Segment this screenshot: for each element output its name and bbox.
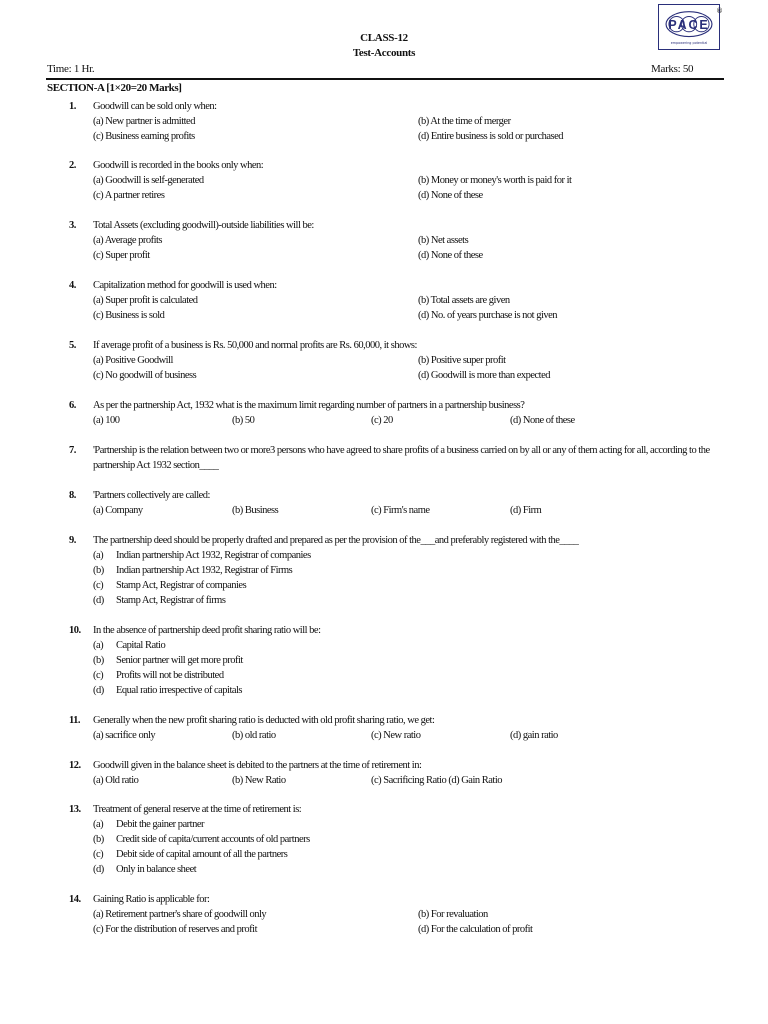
option-c: (c) Business is sold (93, 310, 165, 321)
option-row (0, 188, 768, 203)
registered-mark: ® (716, 7, 723, 15)
option-b-text: Credit side of capita/current accounts of old partners (116, 834, 310, 845)
question-number: 5. (69, 340, 76, 351)
option-d: (d) Firm (510, 505, 542, 516)
question-text: Gaining Ratio is applicable for: (93, 894, 210, 905)
option-row (0, 503, 768, 518)
option-a: (a) Company (93, 505, 143, 516)
option-a: (a) sacrifice only (93, 730, 156, 741)
option-row (0, 922, 768, 937)
option-row (0, 832, 768, 847)
option-c: (c) For the distribution of reserves and profit (93, 924, 257, 935)
question-number: 11. (69, 715, 81, 726)
option-d-label: (d) (93, 595, 104, 606)
option-b-text: Indian partnership Act 1932, Registrar of Firms (116, 565, 293, 576)
option-row (0, 548, 768, 563)
time-label: Time: 1 Hr. (47, 63, 95, 75)
option-d: (d) None of these (418, 250, 483, 261)
question-text: 'Partners collectively are called: (93, 490, 210, 501)
question-text: Goodwill is recorded in the books only when: (93, 160, 264, 171)
question-number: 13. (69, 804, 81, 815)
option-c-label: (c) (93, 849, 104, 860)
question-text: Goodwill can be sold only when: (93, 101, 217, 112)
marks-label: Marks: 50 (651, 63, 694, 75)
option-a: (a) Positive Goodwill (93, 355, 173, 366)
option-row (0, 353, 768, 368)
option-row (0, 248, 768, 263)
option-b: (b) At the time of merger (418, 116, 511, 127)
option-b: (b) Net assets (418, 235, 469, 246)
question-number: 10. (69, 625, 81, 636)
option-row (0, 817, 768, 832)
option-a-label: (a) (93, 640, 104, 651)
question-number: 8. (69, 490, 76, 501)
option-row (0, 862, 768, 877)
option-row (0, 728, 768, 743)
option-d: (d) None of these (418, 190, 483, 201)
option-d: (d) No. of years purchase is not given (418, 310, 558, 321)
question-text: Goodwill given in the balance sheet is debited to the partners at the time of retirement in: (93, 760, 422, 771)
option-b: (b) For revaluation (418, 909, 488, 920)
question-text: Treatment of general reserve at the time of retirement is: (93, 804, 302, 815)
option-d-label: (d) (93, 864, 104, 875)
option-d: (d) gain ratio (510, 730, 558, 741)
class-title: CLASS-12 (360, 32, 408, 44)
option-b: (b) Positive super profit (418, 355, 506, 366)
question-text: In the absence of partnership deed profit sharing ratio will be: (93, 625, 321, 636)
option-a: (a) New partner is admitted (93, 116, 195, 127)
option-c-label: (c) (93, 580, 104, 591)
question-text: Generally when the new profit sharing ratio is deducted with old profit sharing ratio, we get: (93, 715, 435, 726)
option-b: (b) Total assets are given (418, 295, 510, 306)
option-d-text: Equal ratio irrespective of capitals (116, 685, 243, 696)
question-number: 6. (69, 400, 76, 411)
question-number: 14. (69, 894, 81, 905)
question-text: As per the partnership Act, 1932 what is the maximum limit regarding number of partners in a partnership business? (93, 400, 525, 411)
option-c: (c) Super profit (93, 250, 150, 261)
option-row (0, 563, 768, 578)
option-d-text: Stamp Act, Registrar of firms (116, 595, 226, 606)
option-d: (d) For the calculation of profit (418, 924, 533, 935)
option-row (0, 638, 768, 653)
option-row (0, 773, 768, 788)
option-b: (b) New Ratio (232, 775, 286, 786)
option-c: (c) Business earning profits (93, 131, 195, 142)
option-c-text: Debit side of capital amount of all the partners (116, 849, 288, 860)
option-row (0, 683, 768, 698)
option-row (0, 593, 768, 608)
option-row (0, 668, 768, 683)
option-c: (c) New ratio (371, 730, 421, 741)
option-c: (c) 20 (371, 415, 393, 426)
option-a: (a) Old ratio (93, 775, 139, 786)
option-a-text: Debit the gainer partner (116, 819, 204, 830)
option-a: (a) Average profits (93, 235, 163, 246)
option-a-label: (a) (93, 550, 104, 561)
option-row (0, 173, 768, 188)
option-c: (c) No goodwill of business (93, 370, 197, 381)
option-c-label: (c) (93, 670, 104, 681)
option-c-text: Stamp Act, Registrar of companies (116, 580, 247, 591)
option-row (0, 308, 768, 323)
option-b: (b) old ratio (232, 730, 276, 741)
question-text: Total Assets (excluding goodwill)-outside liabilities will be: (93, 220, 314, 231)
question-number: 7. (69, 445, 76, 456)
option-b: (b) Money or money's worth is paid for it (418, 175, 572, 186)
option-b-label: (b) (93, 565, 104, 576)
section-heading: SECTION-A [1×20=20 Marks] (47, 82, 182, 94)
option-row (0, 233, 768, 248)
option-a-label: (a) (93, 819, 104, 830)
option-row (0, 114, 768, 129)
option-d: (d) Entire business is sold or purchased (418, 131, 564, 142)
logo-tagline: empowering potential (670, 41, 708, 46)
option-row (0, 129, 768, 144)
question-text: Capitalization method for goodwill is used when: (93, 280, 277, 291)
question-text: 'Partnership is the relation between two or more3 persons who have agreed to share profits of a business carried on by all or any of them acting for all, according to the partnership Act 1932 section____ (93, 445, 710, 471)
logo-text: PACE (668, 17, 710, 32)
option-b-label: (b) (93, 655, 104, 666)
option-b-text: Senior partner will get more profit (116, 655, 243, 666)
option-d-label: (d) (93, 685, 104, 696)
option-row (0, 847, 768, 862)
option-row (0, 293, 768, 308)
question-text: If average profit of a business is Rs. 50,000 and normal profits are Rs. 60,000, it shows: (93, 340, 417, 351)
header-divider (46, 78, 724, 80)
option-row (0, 413, 768, 428)
option-c: (c) Firm's name (371, 505, 430, 516)
option-d: (d) Goodwill is more than expected (418, 370, 550, 381)
option-d: (d) None of these (510, 415, 575, 426)
option-b: (b) Business (232, 505, 279, 516)
question-number: 1. (69, 101, 76, 112)
option-row (0, 907, 768, 922)
question-number: 3. (69, 220, 76, 231)
option-a-text: Capital Ratio (116, 640, 166, 651)
question-number: 2. (69, 160, 76, 171)
option-d-text: Only in balance sheet (116, 864, 197, 875)
option-a: (a) Retirement partner's share of goodwill only (93, 909, 267, 920)
option-b-label: (b) (93, 834, 104, 845)
question-number: 12. (69, 760, 81, 771)
question-text: The partnership deed should be properly drafted and prepared as per the provision of the___and preferably registered with the____ (93, 535, 579, 546)
option-b: (b) 50 (232, 415, 255, 426)
option-row (0, 578, 768, 593)
option-row (0, 368, 768, 383)
question-number: 9. (69, 535, 76, 546)
option-a-text: Indian partnership Act 1932, Registrar of companies (116, 550, 311, 561)
option-a: (a) Super profit is calculated (93, 295, 198, 306)
option-a: (a) 100 (93, 415, 120, 426)
subject-title: Test-Accounts (352, 47, 416, 59)
option-a: (a) Goodwill is self-generated (93, 175, 204, 186)
question-number: 4. (69, 280, 76, 291)
option-row (0, 653, 768, 668)
option-c: (c) Sacrificing Ratio (d) Gain Ratio (371, 775, 502, 786)
option-c: (c) A partner retires (93, 190, 165, 201)
option-c-text: Profits will not be distributed (116, 670, 224, 681)
